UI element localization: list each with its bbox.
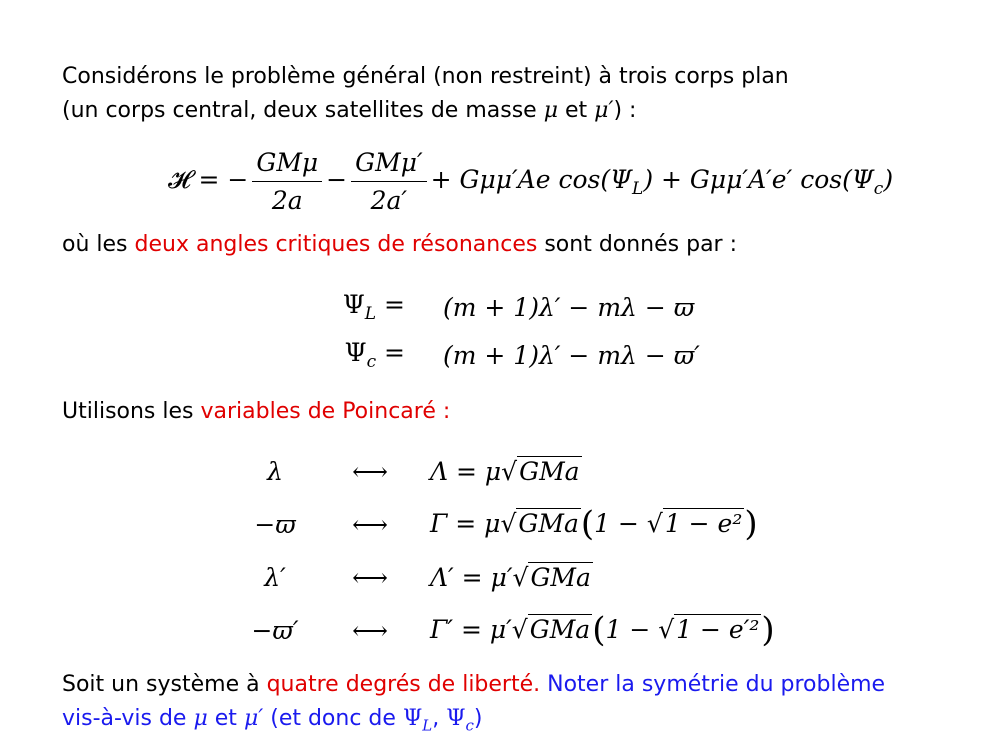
variable-minus-varpi-prime: −ϖ′: [251, 615, 299, 645]
hamiltonian-term-1: + Gμμ′Ae cos(Ψ: [430, 164, 633, 194]
equals-sign: =: [384, 290, 405, 319]
fraction-1: [252, 148, 322, 215]
close-paren: ): [473, 706, 483, 731]
conjugate-Gamma-prime: Γ′ = μ′√GMa(1 − √1 − e′²): [430, 610, 775, 650]
poincare-sentence: [62, 395, 962, 429]
poincare-variables: [240, 446, 775, 658]
poincare-sentence-highlight: variables de Poincaré :: [200, 399, 451, 424]
sqrt-one-minus-e2: 1 − e²: [664, 509, 743, 538]
angles-sentence: [62, 228, 962, 262]
arrow-icon: ⟷: [352, 615, 388, 645]
mu-symbol: μ: [193, 706, 208, 731]
conclusion-paragraph: [62, 668, 962, 742]
variable-lambda-prime: λ′: [264, 562, 286, 592]
angle-c-rhs: (m + 1)λ′ − mλ − ϖ′: [443, 340, 700, 370]
sqrt-GMa: GMa: [519, 456, 580, 486]
close-paren: ): [744, 504, 758, 544]
conjugate-Lambda-prime: Λ′ = μ′√GMa: [430, 562, 591, 592]
psi-L: [402, 706, 433, 735]
conjugate-Gamma: Γ = μ√GMa(1 − √1 − e²): [430, 504, 758, 544]
conclusion-line-1: [62, 668, 962, 702]
hamiltonian-close: ): [883, 164, 894, 194]
angle-L-lhs: [330, 290, 405, 324]
poincare-row-lambda: [240, 446, 775, 496]
angle-c-lhs: [330, 338, 405, 372]
hamiltonian-equation: [168, 148, 893, 215]
mu-symbol: μ: [543, 98, 558, 123]
poincare-row-varpi: [240, 496, 775, 552]
et-word: et: [214, 706, 237, 731]
conclusion-line-2: [62, 702, 962, 742]
fraction-2-numerator: GMμ′: [355, 148, 423, 177]
fraction-2-denominator: 2a′: [351, 181, 427, 215]
hamiltonian-rest: [430, 164, 894, 199]
mu-prime-symbol: μ′: [594, 98, 614, 123]
conclusion-blue-2b: (et donc de: [270, 706, 396, 731]
Gamma-prime-lhs: Γ′ = μ′: [430, 615, 512, 644]
one-minus: 1 −: [594, 509, 647, 538]
fraction-1-numerator: GMμ: [256, 148, 319, 177]
Gamma-lhs: Γ = μ: [430, 509, 501, 538]
open-paren: (: [592, 610, 606, 650]
intro-line-2-text: (un corps central, deux satellites de masse: [62, 98, 537, 123]
psi-symbol: Ψ: [402, 706, 423, 731]
et-word: et: [565, 98, 588, 123]
intro-line-2-end: ) :: [613, 98, 637, 123]
psi-symbol: Ψ: [344, 338, 367, 367]
subscript-c: c: [366, 352, 377, 372]
sqrt-one-minus-e-prime2: 1 − e′²: [676, 615, 760, 644]
comma: ,: [432, 706, 440, 731]
arrow-icon: ⟷: [352, 562, 388, 592]
intro-line-1: Considérons le problème général (non restreint) à trois corps plan: [62, 64, 789, 89]
angle-row-L: [330, 283, 700, 331]
variable-lambda: λ: [267, 456, 283, 486]
subscript-L: L: [364, 304, 377, 324]
angles-sentence-post: sont donnés par :: [544, 232, 738, 257]
Lambda-prime-lhs: Λ′ = μ′: [430, 562, 513, 592]
angle-row-c: [330, 331, 700, 379]
subscript-L: L: [422, 716, 433, 735]
sqrt-GMa: GMa: [518, 509, 579, 538]
intro-line-2: [62, 94, 962, 128]
close-paren: ): [761, 610, 775, 650]
hamiltonian-minus: −: [326, 165, 348, 194]
hamiltonian-lhs: 𝓗 = −: [168, 165, 249, 194]
mu-prime-symbol: μ′: [243, 706, 264, 731]
arrow-icon: ⟷: [352, 509, 388, 539]
psi-symbol: Ψ: [342, 290, 365, 319]
conclusion-blue-1: Noter la symétrie du problème: [547, 672, 886, 697]
subscript-c: c: [873, 178, 884, 199]
angles-sentence-pre: où les: [62, 232, 128, 257]
open-paren: (: [580, 504, 595, 544]
angle-L-rhs: (m + 1)λ′ − mλ − ϖ: [443, 292, 695, 322]
poincare-sentence-pre: Utilisons les: [62, 399, 194, 424]
poincare-row-lambda-prime: [240, 552, 775, 602]
subscript-c: c: [465, 716, 474, 735]
intro-paragraph: [62, 60, 962, 128]
arrow-icon: ⟷: [352, 456, 388, 486]
psi-symbol: Ψ: [446, 706, 466, 731]
subscript-L: L: [632, 178, 644, 199]
equals-sign: =: [384, 338, 405, 367]
conclusion-pre: Soit un système à: [62, 672, 260, 697]
fraction-2: [351, 148, 427, 215]
psi-c: [446, 706, 474, 735]
conclusion-red: quatre degrés de liberté.: [266, 672, 541, 697]
Lambda-lhs: Λ = μ: [430, 456, 502, 486]
variable-minus-varpi: −ϖ: [254, 509, 296, 539]
poincare-row-varpi-prime: [240, 602, 775, 658]
sqrt-GMa: GMa: [529, 615, 591, 644]
fraction-1-denominator: 2a: [252, 181, 322, 215]
one-minus: 1 −: [605, 615, 659, 644]
conjugate-Lambda: Λ = μ√GMa: [430, 456, 580, 486]
sqrt-GMa: GMa: [530, 562, 591, 592]
conclusion-blue-2a: vis-à-vis de: [62, 706, 187, 731]
angles-sentence-highlight: deux angles critiques de résonances: [134, 232, 538, 257]
hamiltonian-term-2: ) + Gμμ′A′e′ cos(Ψ: [643, 164, 874, 194]
resonance-angles: [330, 283, 700, 379]
